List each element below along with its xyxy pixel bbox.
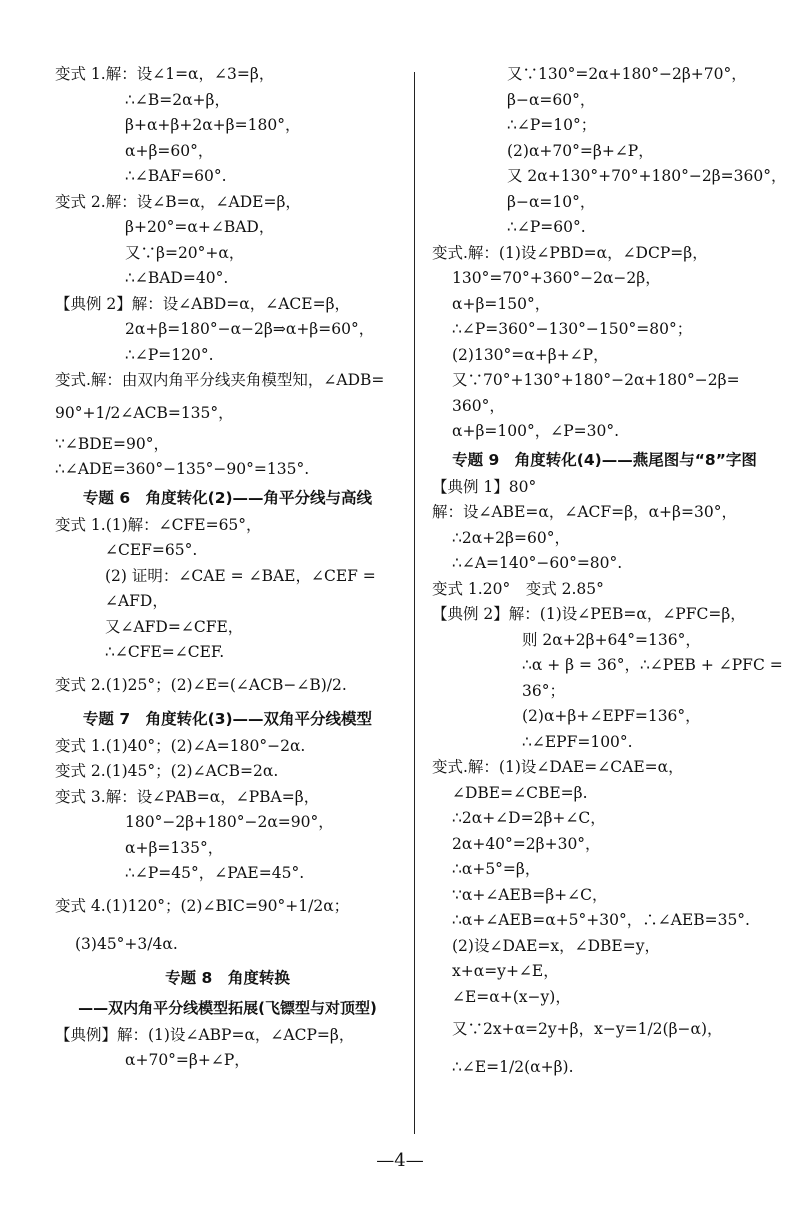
text-line: 又 2α+130°+70°+180°−2β=360°，: [507, 167, 787, 185]
page-number: —4—: [376, 1150, 424, 1171]
text-line: ∠CEF=65°.: [105, 541, 198, 559]
text-line: 变式 4.(1)120°；(2)∠BIC=90°+1/2α；: [55, 896, 350, 915]
text-line: 180°−2β+180°−2α=90°，: [125, 813, 334, 831]
left-column: [55, 62, 400, 1074]
text-line: α+β=100°，∠P=30°.: [452, 422, 620, 440]
text-line: 变式 1.解：设∠1=α，∠3=β，: [55, 65, 275, 83]
text-line: (2)设∠DAE=x，∠DBE=y，: [452, 936, 660, 955]
text-line: 36°；: [522, 681, 565, 700]
text-line: 变式 1.20° 变式 2.85°: [432, 579, 604, 598]
text-line: ∴∠E=1/2(α+β).: [452, 1058, 574, 1076]
text-line: ∵∠BDE=90°，: [55, 434, 169, 453]
text-line: α+β=150°，: [452, 294, 551, 313]
column-divider: [414, 72, 415, 1134]
text-line: ∴∠P=60°.: [507, 218, 586, 236]
section-heading: 专题 8 角度转换: [165, 968, 290, 987]
section-heading: ——双内角平分线模型拓展(飞镖型与对顶型): [78, 998, 377, 1017]
section-heading: 专题 9 角度转化(4)——燕尾图与“8”字图: [452, 450, 757, 469]
text-line: α+β=135°，: [125, 838, 224, 857]
text-line: 360°，: [452, 396, 505, 415]
text-line: 【典例】解：(1)设∠ABP=α，∠ACP=β，: [55, 1025, 355, 1044]
text-line: 130°=70°+360°−2α−2β，: [452, 269, 661, 287]
text-line: 变式 3.解：设∠PAB=α，∠PBA=β，: [55, 787, 320, 806]
text-line: 变式.解：(1)设∠DAE=∠CAE=α，: [432, 758, 684, 776]
text-line: 又∵β=20°+α，: [125, 243, 245, 262]
text-line: β−α=10°，: [507, 192, 596, 211]
text-line: 则 2α+2β+64°=136°，: [522, 630, 701, 649]
text-line: 变式 2.(1)25°；(2)∠E=(∠ACB−∠B)/2.: [55, 675, 347, 694]
text-line: 又∵130°=2α+180°−2β+70°，: [507, 65, 747, 83]
text-line: ∴α + β = 36°，∴∠PEB + ∠PFC =: [522, 656, 783, 674]
text-line: ∠E=α+(x−y)，: [452, 987, 571, 1006]
text-line: 【典例 2】解：设∠ABD=α，∠ACE=β，: [55, 294, 351, 313]
text-line: α+70°=β+∠P，: [125, 1051, 250, 1069]
text-line: ∴∠BAF=60°.: [125, 167, 227, 185]
text-line: ∴∠P=120°.: [125, 345, 214, 364]
text-line: ∴∠P=45°，∠PAE=45°.: [125, 864, 305, 882]
text-line: α+β=60°，: [125, 141, 214, 160]
text-line: ∠AFD，: [105, 592, 168, 610]
text-line: ∵α+∠AEB=β+∠C，: [452, 885, 608, 904]
text-line: 变式.解：(1)设∠PBD=α，∠DCP=β，: [432, 243, 708, 262]
text-line: ∴2α+2β=60°，: [452, 528, 570, 547]
text-line: 又∵70°+130°+180°−2α+180°−2β=: [452, 371, 740, 389]
text-line: 又∠AFD=∠CFE，: [105, 617, 244, 636]
text-line: (2) 证明：∠CAE = ∠BAE，∠CEF =: [105, 566, 376, 585]
text-line: ∠DBE=∠CBE=β.: [452, 783, 588, 802]
text-line: (3)45°+3/4α.: [75, 934, 178, 953]
text-line: ∴α+∠AEB=α+5°+30°，∴∠AEB=35°.: [452, 911, 750, 929]
text-line: 90°+1/2∠ACB=135°，: [55, 403, 234, 422]
text-line: ∴∠CFE=∠CEF.: [105, 643, 225, 661]
text-line: ∴∠A=140°−60°=80°.: [452, 554, 623, 572]
text-line: ∴∠P=360°−130°−150°=80°；: [452, 320, 693, 338]
text-line: ∴2α+∠D=2β+∠C，: [452, 809, 606, 827]
text-line: 又∵2x+α=2y+β，x−y=1/2(β−α)，: [452, 1020, 723, 1038]
text-line: ∴∠ADE=360°−135°−90°=135°.: [55, 460, 310, 478]
text-line: (2)α+β+∠EPF=136°，: [522, 707, 701, 725]
section-heading: 专题 7 角度转化(3)——双角平分线模型: [82, 709, 373, 728]
text-line: ∴∠EPF=100°.: [522, 732, 633, 751]
text-line: ∴∠BAD=40°.: [125, 269, 229, 287]
text-line: 变式.解：由双内角平分线夹角模型知，∠ADB=: [55, 371, 385, 389]
text-line: ∴α+5°=β，: [452, 860, 541, 878]
text-line: ∴∠B=2α+β，: [125, 90, 231, 109]
text-line: 变式 2.解：设∠B=α，∠ADE=β，: [55, 192, 301, 211]
text-line: 变式 1.(1)解：∠CFE=65°，: [55, 515, 262, 534]
section-heading: 专题 6 角度转化(2)——角平分线与高线: [82, 488, 373, 507]
text-line: β+α+β+2α+β=180°，: [125, 116, 301, 134]
text-line: x+α=y+∠E，: [452, 962, 559, 980]
text-line: (2)α+70°=β+∠P，: [507, 141, 654, 160]
text-line: ∴∠P=10°；: [507, 116, 597, 134]
text-line: 【典例 2】解：(1)设∠PEB=α，∠PFC=β，: [432, 605, 746, 623]
text-line: β−α=60°，: [507, 90, 596, 109]
text-line: 【典例 1】80°: [432, 477, 537, 496]
right-column: [432, 62, 787, 1086]
text-line: 变式 2.(1)45°；(2)∠ACB=2α.: [55, 762, 279, 780]
text-line: 2α+β=180°−α−2β⇒α+β=60°，: [125, 320, 375, 338]
text-line: (2)130°=α+β+∠P，: [452, 345, 609, 364]
text-line: 2α+40°=2β+30°，: [452, 834, 601, 853]
text-line: 变式 1.(1)40°；(2)∠A=180°−2α.: [55, 736, 306, 755]
text-line: 解：设∠ABE=α，∠ACF=β，α+β=30°，: [432, 503, 737, 521]
text-line: β+20°=α+∠BAD，: [125, 218, 275, 236]
